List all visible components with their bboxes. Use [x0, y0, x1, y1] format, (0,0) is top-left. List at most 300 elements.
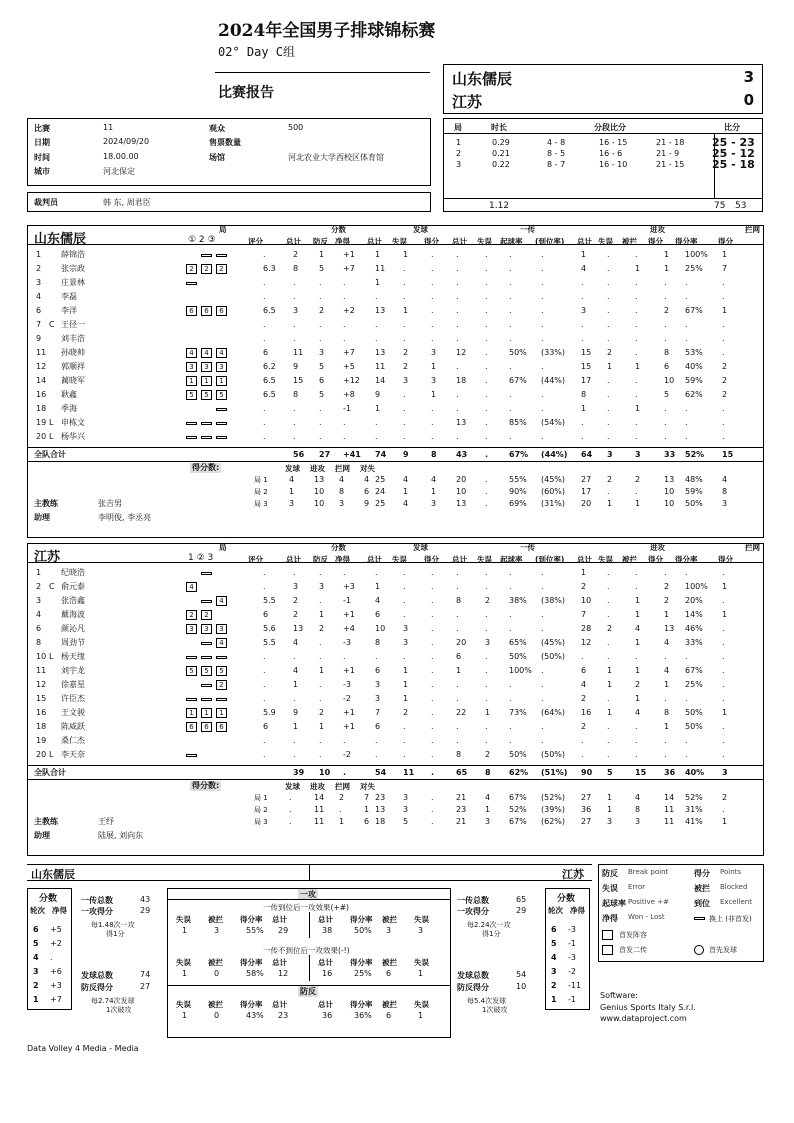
player-name: 周劲节 [61, 638, 85, 647]
stat-ab: 1 [635, 610, 641, 619]
stat-rexc: . [541, 736, 544, 745]
column-header: 防反 [313, 555, 328, 564]
set-row-apct: 59% [685, 487, 703, 496]
stat-bk: 1 [722, 708, 728, 717]
breakpoint-home-value: 23 [278, 1011, 289, 1020]
stat-ab: . [635, 390, 638, 399]
stat-bp: . [319, 680, 322, 689]
stat-apct: . [685, 320, 688, 329]
stat-rexc: . [541, 334, 544, 343]
sideout-head: 总计 [318, 915, 333, 924]
breakpoint-head: 得分率 [350, 1000, 373, 1009]
set-row-ae: 1 [607, 805, 613, 814]
positive-subtitle: 一传到位后一攻效果(+#) [263, 903, 349, 912]
set-score: 25 - 23 [712, 136, 755, 149]
stat-wl: +8 [343, 390, 355, 399]
column-header: 总计 [286, 555, 301, 564]
stat-se: . [403, 432, 406, 441]
away-total-label: 全队合计 [34, 768, 66, 777]
rotation-position: 2 [201, 264, 212, 274]
player-name: 张宗政 [61, 264, 85, 273]
stat-ae: 1 [607, 666, 613, 675]
stat-bk: . [722, 596, 725, 605]
stat-wl: -3 [343, 680, 351, 689]
points-breakdown-head: 发球 [285, 464, 300, 473]
rotation-net: . [50, 953, 53, 962]
stat-se: . [403, 404, 406, 413]
player-name: 申栋文 [61, 418, 85, 427]
set-row-point: 14 [314, 793, 325, 802]
set-row-rexc: (31%) [541, 499, 566, 508]
scoreboard [443, 64, 763, 114]
rotation-points-head: 分数 [557, 894, 576, 904]
serve-group: 发球 [413, 543, 428, 552]
set-row-st: 13 [375, 805, 386, 814]
stat-apct: 100% [685, 582, 708, 591]
set-row-ap: 11 [664, 805, 675, 814]
stat-se: 2 [403, 348, 409, 357]
stat-st: . [375, 432, 378, 441]
stat-pt: 13 [293, 624, 304, 633]
home-set-circles: ① 2 ③ [188, 235, 216, 245]
sideout-head: 被拦 [208, 915, 223, 924]
player-name: 蔺晓军 [61, 376, 85, 385]
player-number: 3 [36, 596, 42, 605]
stat-ab: 2 [635, 680, 641, 689]
stat-ap: 13 [664, 624, 675, 633]
stat-bk: . [722, 404, 725, 413]
stat-wl: . [343, 652, 346, 661]
header-rule [28, 244, 763, 245]
revenue-label: 售票数量 [209, 138, 241, 147]
stat-rpos: . [509, 320, 512, 329]
total-rpos: 62% [509, 768, 529, 777]
stat-bp: 6 [319, 376, 325, 385]
player-number: 20 [36, 432, 47, 441]
set-row-ap: 10 [664, 499, 675, 508]
stat-ab: . [635, 348, 638, 357]
home-team-name: 山东儒辰 [452, 70, 513, 88]
total-rexc: (44%) [541, 450, 568, 459]
rotation-number: 6 [33, 925, 39, 934]
stat-ap: 2 [664, 306, 670, 315]
stat-bp: 5 [319, 264, 325, 273]
stat-wl: +7 [343, 264, 355, 273]
stat-bp: 1 [319, 610, 325, 619]
column-header: 失误 [477, 237, 492, 246]
total-bp: 10 [319, 768, 331, 777]
stat-bk: 2 [722, 390, 728, 399]
stat-bp: 5 [319, 390, 325, 399]
serve-group: 发球 [413, 225, 428, 234]
reception-group: 一传 [520, 543, 535, 552]
stat-st: 13 [375, 306, 386, 315]
stat-rt: 1 [456, 666, 462, 675]
stat-rpos: 85% [509, 418, 527, 427]
stat-bk: . [722, 418, 725, 427]
stat-v: . [263, 320, 266, 329]
sideout-head: 被拦 [208, 958, 223, 967]
stat-at: 16 [581, 708, 592, 717]
rotation-position: 3 [186, 624, 197, 634]
stat-wl: . [343, 736, 346, 745]
stat-rt: . [456, 432, 459, 441]
set-row-point: 6 [364, 817, 370, 826]
stat-at: . [581, 652, 584, 661]
stat-re: . [485, 736, 488, 745]
column-header: 总计 [452, 555, 467, 564]
sideout-away-value: 16 [322, 969, 333, 978]
rotation-position: 6 [186, 722, 197, 732]
name-rule [27, 880, 592, 881]
total-sp: 8 [431, 450, 437, 459]
total-sp: . [431, 768, 435, 777]
points-breakdown-head: 拦网 [335, 464, 350, 473]
stat-wl: +4 [343, 624, 355, 633]
footer: Data Volley 4 Media - Media [27, 1044, 139, 1053]
set-row-ae: 1 [607, 499, 613, 508]
stat-rpos: . [509, 264, 512, 273]
stat-re: . [485, 306, 488, 315]
stat-v: . [263, 666, 266, 675]
breakpoint-away-value: 36% [354, 1011, 372, 1020]
rotation-net: +2 [50, 939, 62, 948]
stat-pt: . [293, 278, 296, 287]
stat-ab: 4 [635, 708, 641, 717]
stat-rexc: . [541, 568, 544, 577]
player-number: 12 [36, 680, 47, 689]
player-number: 1 [36, 250, 42, 259]
total-time: 1.12 [489, 201, 510, 211]
break-points-label: 防反得分 [457, 983, 489, 992]
stat-st: 11 [375, 264, 386, 273]
stat-bp: 1 [319, 722, 325, 731]
set-row-at: 27 [581, 475, 592, 484]
rotation-position: 4 [201, 348, 212, 358]
stat-st: 6 [375, 722, 381, 731]
assistant-names: 李明俊, 李丞亮 [98, 513, 152, 522]
stat-rpos: . [509, 250, 512, 259]
stat-rpos: . [509, 568, 512, 577]
stat-at: 2 [581, 582, 587, 591]
set-number: 3 [456, 160, 462, 169]
bench-marker [216, 254, 227, 257]
column-header: 被拦 [622, 237, 637, 246]
player-name: 郭顺祥 [61, 362, 85, 371]
sideout-head: 总计 [272, 958, 287, 967]
rotation-position: 2 [186, 264, 197, 274]
rotation-number: 1 [33, 995, 39, 1004]
sideout-home-value: 1 [182, 969, 188, 978]
rotation-position: 6 [201, 306, 212, 316]
stat-at: 3 [581, 306, 587, 315]
column-header: 起球率 [500, 555, 523, 564]
stat-st: 6 [375, 666, 381, 675]
set-row-at: 27 [581, 793, 592, 802]
stat-re: . [485, 694, 488, 703]
set-row-rpos: 90% [509, 487, 527, 496]
set-row-rexc: (62%) [541, 817, 566, 826]
stat-v: 5.6 [263, 624, 276, 633]
set-row-ae: 3 [607, 817, 613, 826]
total-rt: 65 [456, 768, 468, 777]
legend-circle-text: 首先发球 [709, 946, 737, 954]
stat-v: . [263, 736, 266, 745]
player-name: 王径一 [61, 320, 85, 329]
set-row-rexc: (52%) [541, 793, 566, 802]
column-header: 得分率 [675, 555, 698, 564]
rotation-net: +3 [50, 981, 62, 990]
set-row-apct: 52% [685, 793, 703, 802]
set-number: 2 [456, 149, 462, 158]
stat-se: 1 [403, 250, 409, 259]
stat-apct: 62% [685, 390, 703, 399]
stat-ae: . [607, 320, 610, 329]
stat-re: . [485, 362, 488, 371]
stat-rexc: . [541, 264, 544, 273]
stat-wl: . [343, 418, 346, 427]
set-row-point: 4 [364, 475, 370, 484]
rotation-position: 4 [186, 348, 197, 358]
attack-group: 进攻 [650, 543, 665, 552]
rotation-position: 3 [216, 362, 227, 372]
stat-se: 1 [403, 666, 409, 675]
rotation-position: 1 [186, 376, 197, 386]
set-row-point: 13 [314, 475, 325, 484]
sideout-away-value: 38 [322, 926, 333, 935]
stat-se: . [403, 652, 406, 661]
legend-dash-marker [694, 917, 705, 920]
stat-rexc: . [541, 694, 544, 703]
stat-re: . [485, 582, 488, 591]
set-row-rt: 10 [456, 487, 467, 496]
player-name: 陈威跃 [61, 722, 85, 731]
stat-pt: 3 [293, 582, 299, 591]
sideout-title: 一攻 [300, 890, 316, 899]
stat-at: . [581, 736, 584, 745]
stat-apct: 14% [685, 610, 703, 619]
rotation-position: 5 [216, 666, 227, 676]
stat-re: . [485, 680, 488, 689]
rotation-number: 4 [33, 953, 39, 962]
stat-apct: 20% [685, 596, 703, 605]
stat-wl: +1 [343, 250, 355, 259]
stat-se: . [403, 264, 406, 273]
stat-ab: 1 [635, 362, 641, 371]
breakpoint-head: 总计 [272, 1000, 287, 1009]
column-header: 评分 [248, 555, 263, 564]
stat-pt: 4 [293, 666, 299, 675]
stat-at: 15 [581, 348, 592, 357]
player-number: 20 [36, 750, 47, 759]
set-partial-2: 16 - 10 [599, 160, 628, 169]
stat-bp: 3 [319, 582, 325, 591]
stat-st: 1 [375, 404, 381, 413]
stat-sp: . [431, 334, 434, 343]
net-head: 净得 [570, 906, 585, 915]
stat-se: . [403, 292, 406, 301]
assistant-label: 助理 [34, 513, 50, 522]
stat-rpos: 38% [509, 596, 527, 605]
stat-apct: 33% [685, 638, 703, 647]
stat-se: . [403, 582, 406, 591]
away-serve-note-2: 1次破攻 [482, 1006, 508, 1014]
set-row-point: 6 [364, 487, 370, 496]
stat-wl: . [343, 432, 346, 441]
player-number: 16 [36, 708, 47, 717]
stat-ap: 1 [664, 722, 670, 731]
stat-ab: . [635, 320, 638, 329]
away-team-name: 江苏 [452, 93, 483, 111]
stat-ap: 4 [664, 666, 670, 675]
sideout-head: 被拦 [382, 915, 397, 924]
player-name: 刘宇龙 [61, 666, 85, 675]
stat-ap: 10 [664, 376, 675, 385]
set-row-label: 局 2 [254, 806, 268, 814]
player-number: 6 [36, 624, 42, 633]
stat-ab: . [635, 750, 638, 759]
stat-ae: . [607, 292, 610, 301]
set-row-st: 24 [375, 487, 386, 496]
sideout-head: 得分率 [240, 915, 263, 924]
stat-pt: 2 [293, 596, 299, 605]
stat-re: . [485, 568, 488, 577]
set-row-re: 1 [485, 805, 491, 814]
set-row-ab: 2 [635, 475, 641, 484]
stat-st: 8 [375, 638, 381, 647]
stat-bp: . [319, 750, 322, 759]
player-number: 3 [36, 278, 42, 287]
stat-at: 1 [581, 568, 587, 577]
stat-st: 10 [375, 624, 386, 633]
stat-rpos: 67% [509, 376, 527, 385]
stat-se: 1 [403, 694, 409, 703]
stat-wl: . [343, 568, 346, 577]
stat-rexc: (50%) [541, 750, 566, 759]
bench-marker [201, 684, 212, 687]
referees-value: 韩 东, 周君臣 [103, 198, 151, 207]
match-city: 河北保定 [103, 167, 135, 176]
total-rpos: 67% [509, 450, 529, 459]
stat-apct: . [685, 278, 688, 287]
stat-pt: . [293, 320, 296, 329]
set-row-point: 2 [339, 793, 345, 802]
stat-se: . [403, 736, 406, 745]
stat-st: 1 [375, 250, 381, 259]
set-row-point: 3 [289, 499, 295, 508]
stat-ab: 1 [635, 404, 641, 413]
home-break-points: 27 [140, 982, 151, 991]
legend-sub-text: 换上 (非首发) [709, 915, 752, 923]
legend-term: 防反 [602, 869, 618, 878]
set-row-sp: 4 [431, 475, 437, 484]
stat-bp: 3 [319, 348, 325, 357]
stat-se: 2 [403, 362, 409, 371]
stat-rpos: 65% [509, 638, 527, 647]
stat-ap: 1 [664, 610, 670, 619]
column-header: 得分 [718, 237, 733, 246]
stat-ap: . [664, 694, 667, 703]
player-name: 庄景林 [61, 278, 85, 287]
column-header: 失误 [598, 555, 613, 564]
stat-se: 3 [403, 638, 409, 647]
stat-bp: . [319, 694, 322, 703]
set-row-at: 27 [581, 817, 592, 826]
stat-rexc: (54%) [541, 418, 566, 427]
set-duration: 0.21 [492, 149, 510, 158]
legend-term: 被拦 [694, 884, 710, 893]
stat-st: 1 [375, 582, 381, 591]
stat-sp: . [431, 680, 434, 689]
stat-rt: . [456, 722, 459, 731]
stat-at: 12 [581, 638, 592, 647]
stat-v: 5.5 [263, 596, 276, 605]
bench-marker [186, 422, 197, 425]
stat-apct: 40% [685, 362, 703, 371]
rotation-number: 1 [551, 995, 557, 1004]
breakpoint-head: 失误 [176, 1000, 191, 1009]
stat-at: 4 [581, 264, 587, 273]
stat-v: . [263, 582, 266, 591]
stat-ab: . [635, 568, 638, 577]
stat-bp: . [319, 292, 322, 301]
stat-ae: . [607, 638, 610, 647]
rotation-position: 4 [216, 638, 227, 648]
stat-bk: 1 [722, 582, 728, 591]
points-breakdown-head: 对失 [360, 782, 375, 791]
stat-sp: . [431, 432, 434, 441]
stat-pt: . [293, 694, 296, 703]
rotation-head: 轮次 [30, 906, 45, 915]
stat-st: . [375, 292, 378, 301]
player-number: 11 [36, 666, 47, 675]
stat-pt: 8 [293, 390, 299, 399]
set-row-rexc: (60%) [541, 487, 566, 496]
away-name-bottom: 江苏 [562, 868, 584, 881]
set-row-se: 4 [403, 475, 409, 484]
attack-group: 进攻 [650, 225, 665, 234]
stat-bp: 2 [319, 708, 325, 717]
stat-wl: . [343, 278, 346, 287]
stat-rt: . [456, 404, 459, 413]
player-name: 杨华兴 [61, 432, 85, 441]
stat-se: . [403, 568, 406, 577]
stat-ae: . [607, 264, 610, 273]
points-breakdown-label: 得分数: [192, 463, 220, 472]
stat-rexc: . [541, 680, 544, 689]
points-group: 分数 [331, 225, 346, 234]
stat-ae: . [607, 568, 610, 577]
stat-rt: 8 [456, 750, 462, 759]
total-rule [28, 765, 763, 766]
legend-term: 到位 [694, 899, 710, 908]
stat-re: . [485, 722, 488, 731]
set-row-st: 18 [375, 817, 386, 826]
bench-marker [201, 572, 212, 575]
stat-rpos: 50% [509, 652, 527, 661]
bench-marker [201, 656, 212, 659]
stat-v: . [263, 418, 266, 427]
points-breakdown-head: 进攻 [310, 782, 325, 791]
stat-sp: 3 [431, 376, 437, 385]
stat-bp: . [319, 432, 322, 441]
set-row-sp: 1 [431, 487, 437, 496]
rotation-position: 5 [186, 390, 197, 400]
stat-pt: . [293, 432, 296, 441]
stat-st: 11 [375, 362, 386, 371]
sideout-head: 失误 [176, 958, 191, 967]
stat-bk: . [722, 722, 725, 731]
